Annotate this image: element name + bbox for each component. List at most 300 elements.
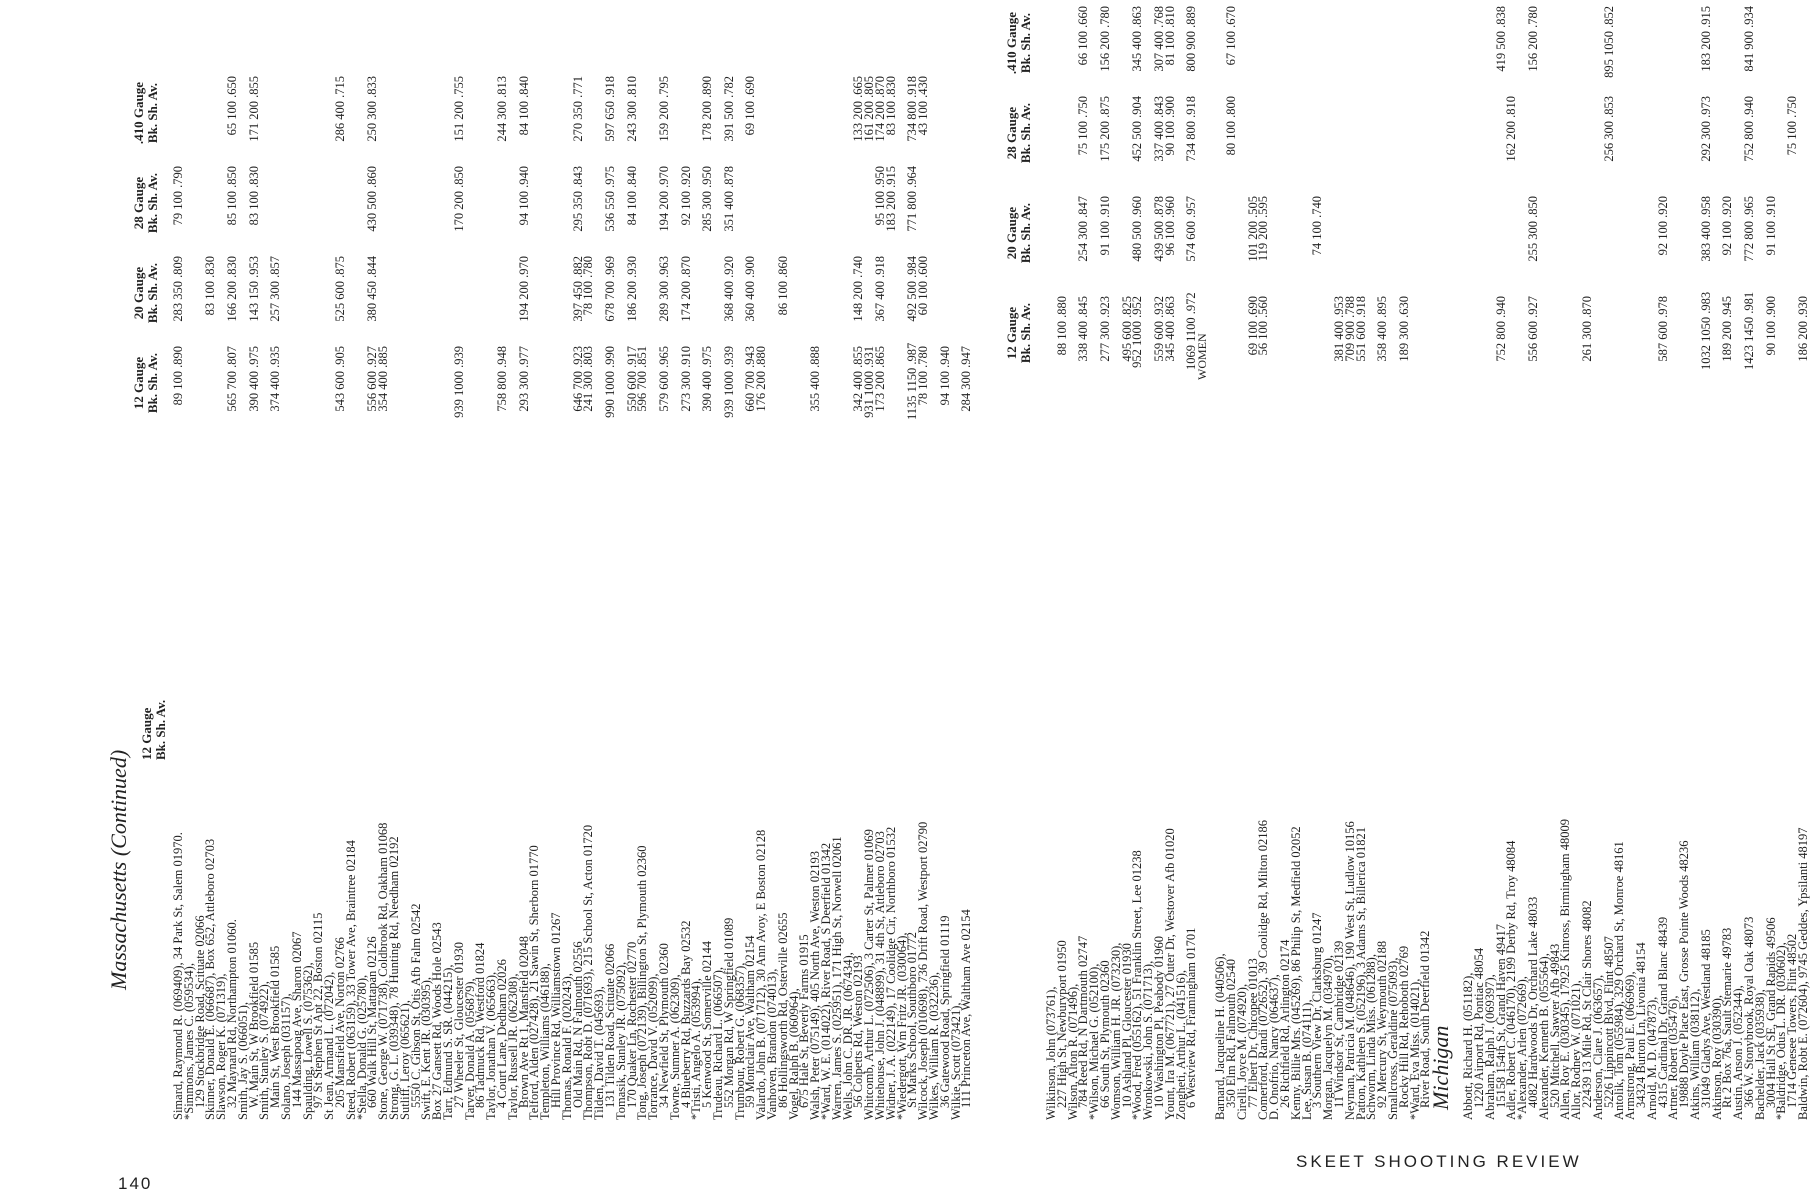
entry-name: 5550 C. Gibson St, Otis Afb Falm 02542	[408, 903, 423, 1108]
score-g12: 355 400 .888	[808, 346, 823, 412]
score-g410: 161 200 .805	[862, 76, 877, 142]
score-g410: 69 100 .690	[743, 76, 758, 136]
score-g12: 1032 1050 .983	[1698, 291, 1713, 370]
entry-name: Allen, Roy E. (030345), 17925 Kinross, Birmingham 48009	[1558, 818, 1573, 1120]
entry-name: Wilson, Alton R. (071496),	[1065, 983, 1080, 1120]
score-g12: 189 300 .630	[1396, 296, 1411, 362]
entry-name: Bachelder, Jack (035938),	[1752, 989, 1767, 1120]
entry-name: Wronkowski, John S. (071713),	[1141, 960, 1156, 1120]
score-g20: 119 200 .595	[1256, 196, 1271, 262]
entry-name: Baldwin, Robt E. (072604), 9745 Geddes, Ypsilanti 48197	[1796, 827, 1810, 1120]
entry-name: Patton, Kathleen S. (052196), 3 Adams St, Billerica 01821	[1353, 826, 1368, 1120]
entry-name: St Marks School, Southboro 01772	[905, 931, 920, 1108]
entry-name: 144 Massapoag Ave, Sharon 02067	[289, 931, 304, 1108]
entry-name: *Ward, Eva Miss. (014021),	[1407, 978, 1422, 1120]
entry-name: Wilkes, William R. (032236),	[927, 971, 941, 1120]
score-g12: 543 600 .905	[333, 346, 347, 412]
score-g410: 178 200 .890	[700, 76, 715, 142]
left-header-12-gauge: 12 Gauge Bk. Sh. Av.	[139, 699, 168, 760]
entry-name: 15158 154th St, Grand Haven 49417	[1493, 923, 1508, 1108]
entry-name: Taylor, Jonathan V. (065663),	[484, 971, 499, 1120]
entry-name: 784 Reed Rd, N Dartmouth 02747	[1076, 935, 1091, 1108]
entry-name: Artner, Robert (035476),	[1666, 995, 1681, 1120]
entry-name: Wells, John C. DR. JR. (067434),	[840, 952, 855, 1120]
score-g20: 174 200 .870	[678, 256, 693, 322]
score-g410: 43 100 .430	[916, 76, 931, 136]
entry-name: 170 Quaker Ln, Rochester 02770	[624, 941, 639, 1108]
score-g12: 56 100 .560	[1256, 296, 1271, 356]
entry-name: 92 Mercury St, Weymouth 02188	[1375, 940, 1390, 1108]
entry-name: 10 Washington Pl, Peabody 01960	[1152, 935, 1166, 1108]
entry-name: Kenny, Billie Mrs. (045269), 86 Philip St, Medfield 02052	[1288, 826, 1303, 1120]
score-g28: 256 300 .853	[1601, 96, 1616, 162]
score-g12: 556 600 .927	[365, 346, 380, 412]
score-g28: 80 100 .800	[1224, 96, 1238, 156]
score-g410: 800 900 .889	[1184, 6, 1199, 72]
entry-name: Swift, E. Kent JR. (030395),	[419, 976, 434, 1120]
entry-name: Steed, Robert (063159), 33 Tower Ave, Braintree 02184	[343, 840, 358, 1120]
score-g410: 895 1050 .852	[1601, 6, 1616, 78]
score-g410: 156 200 .780	[1526, 6, 1540, 72]
entry-name: 5226 Lippincott Blvd, Flint 48507	[1601, 936, 1616, 1108]
entry-name: Anderson, Clare J. (063657),	[1590, 974, 1605, 1120]
score-g28: 194 200 .970	[657, 166, 671, 232]
score-g12: 173 200 .865	[873, 346, 887, 412]
entry-name: 129 Stockbridge Road, Scituate 02066	[192, 915, 207, 1108]
score-g410: 133 200 .665	[851, 76, 866, 142]
score-g410: 151 200 .755	[451, 76, 466, 142]
score-g410: 841 900 .934	[1742, 6, 1756, 72]
score-g12: 952 1000 .952	[1130, 296, 1145, 368]
score-g12: 660 700 .943	[743, 346, 758, 412]
entry-name: 32 Maynard Rd, Northampton 01060.	[225, 919, 239, 1108]
score-g410: 183 200 .915	[1698, 6, 1713, 72]
column-header: 28 Gauge Bk. Sh. Av.	[1004, 102, 1033, 164]
score-g12: 495 600 .825	[1119, 296, 1134, 362]
entry-name: Smith, Stanley S. (074922),	[257, 981, 272, 1120]
entry-name: 3 Southern View Dr, Clarksburg 01247	[1310, 912, 1325, 1108]
entry-name: Atkins, William (038112),	[1688, 988, 1702, 1120]
score-g28: 752 800 .940	[1742, 96, 1756, 162]
score-g28: 452 500 .904	[1130, 96, 1145, 162]
score-g12: 559 600 .932	[1152, 296, 1166, 362]
score-g20: 283 350 .809	[171, 256, 185, 322]
score-g20: 368 400 .920	[721, 256, 736, 322]
score-g12: 931 1000 .931	[862, 346, 877, 418]
score-g28: 85 100 .850	[225, 166, 239, 226]
score-g28: 83 100 .830	[246, 166, 261, 226]
entry-name: 227 High St, Newburyport 01950	[1054, 940, 1069, 1108]
column-header: 12 Gauge Bk. Sh. Av.	[131, 352, 160, 414]
score-g12: 345 400 .863	[1162, 296, 1177, 362]
score-g20: 194 200 .970	[516, 256, 531, 322]
score-g28: 734 800 .918	[1184, 96, 1199, 162]
score-g20: 78 100 .780	[581, 256, 596, 316]
entry-name: Wilcock, Joseph (010698), 736 Drift Road, Westport 02790	[916, 821, 931, 1120]
entry-name: D. Onofrio, Nancy (064637),	[1267, 974, 1282, 1120]
entry-name: Valardo, John B. (071712), 30 Ann Avoy, E Boston 02128	[754, 829, 769, 1120]
left-column-block	[106, 76, 974, 1120]
entry-name: Solano, Joseph (031157),	[279, 993, 293, 1120]
entry-name: Telford, Alden (027428), 21 Sawin St, Sherborn 01770	[527, 845, 542, 1120]
score-g28: 351 400 .878	[721, 166, 736, 232]
page-number: 140	[118, 1174, 153, 1193]
entry-name: Hill Province Rd, Williamstown 01267	[549, 912, 563, 1108]
entry-name: Austin, Anson J. (052344),	[1731, 985, 1746, 1120]
entry-name: Adler, Robert C. (046170), 2199 Derby Rd, Troy 48084	[1504, 840, 1519, 1120]
column-header: .410 Gauge Bk. Sh. Av.	[1004, 11, 1033, 75]
entry-name: Templeton, Williams (046188),	[538, 963, 553, 1120]
score-g12: 381 400 .953	[1332, 296, 1346, 362]
score-g12: 89 100 .890	[171, 346, 185, 406]
score-g12: 90 100 .900	[1763, 296, 1778, 356]
score-g410: 81 100 .810	[1162, 6, 1177, 66]
score-g12: 342 400 .855	[851, 346, 866, 412]
entry-name: Yount, Ira M. (067721), 27 Outer Dr, Westover Afb 01020	[1162, 828, 1177, 1120]
entry-name: Warren, James S. (025951), 171 High St, Norwell 02061	[829, 836, 844, 1120]
entry-name: Comerford, Randi (072652), 39 Coolidge Rd, Milton 02186	[1256, 820, 1271, 1120]
score-g410: 734 800 .918	[905, 76, 920, 142]
right-column-block	[985, 6, 1810, 1120]
entry-name: *Simmons, James C. (059534),	[181, 963, 196, 1120]
entry-name: 1220 Airport Rd, Pontiac 48054	[1472, 947, 1486, 1108]
entry-name: Box 27 Gansett Rd, Woods Hole 02543	[430, 922, 445, 1120]
score-g12: 277 300 .923	[1098, 296, 1112, 362]
score-g410: 270 350 .771	[570, 76, 585, 142]
entry-name: Tong, Joseph (072139), Billington St, Plymouth 02360	[635, 845, 650, 1120]
entry-name: Spaulding, Lowell S. (075362),	[300, 962, 315, 1120]
score-g12: 293 300 .977	[516, 346, 531, 412]
score-g410: 345 400 .863	[1130, 6, 1145, 72]
score-g410: 244 300 .813	[495, 76, 509, 142]
score-g12: 189 200 .945	[1720, 296, 1735, 362]
running-title: SKEET SHOOTING REVIEW	[1296, 1152, 1582, 1171]
entry-name: WOMEN	[1195, 333, 1210, 380]
score-g28: 170 200 .850	[451, 166, 466, 232]
score-g12: 261 300 .870	[1580, 296, 1594, 362]
entry-name: Old Main Rd, N Falmouth 02556	[570, 941, 585, 1108]
score-g20: 574 600 .957	[1184, 196, 1199, 262]
entry-name: Thompson, Robt D. (071693), 215 School St, Acton 01720	[581, 824, 596, 1120]
column-header: 20 Gauge Bk. Sh. Av.	[131, 262, 160, 324]
entry-name: Smith, Jay S. (066051),	[235, 1001, 250, 1120]
score-g20: 289 300 .963	[657, 256, 671, 322]
section-heading-massachusetts: Massachusetts (Continued)	[106, 749, 131, 990]
entry-name: 366 W. Stonybrook, Royal Oak 48073	[1742, 916, 1756, 1108]
score-g410: 66 100 .660	[1076, 6, 1091, 66]
entry-name: Abraham, Ralph J. (069397),	[1482, 974, 1497, 1120]
score-g12: 990 1000 .990	[603, 346, 617, 418]
entry-name: 4 Blueberry Rd, Buzzards Bay 02532	[678, 920, 693, 1108]
score-g20: 772 800 .965	[1742, 196, 1756, 262]
entry-name: *Ward, W. E. (014022), River Road, S Deerfield 01342	[819, 842, 833, 1120]
score-g410: 286 400 .715	[333, 76, 347, 142]
score-g20: 678 700 .969	[603, 256, 617, 322]
score-g20: 92 100 .920	[1655, 196, 1670, 256]
score-g12: 1135 1150 .987	[905, 342, 920, 420]
score-g28: 183 200 .915	[883, 166, 898, 232]
column-header: 12 Gauge Bk. Sh. Av.	[1004, 302, 1033, 364]
entry-name: 552 Morgan Rd, W Springfield 01089	[721, 917, 736, 1108]
score-g12: 69 100 .690	[1245, 296, 1260, 356]
entry-name: 3004 Hall St SE, Grand Rapids 49506	[1763, 917, 1778, 1108]
entry-name: 26 Richfield Rd, Arlington 02174	[1278, 939, 1292, 1108]
entry-name: Towne, Sumner A. (062309),	[667, 974, 682, 1120]
score-g12: 94 100 .940	[937, 346, 952, 406]
entry-name: Michigan	[1428, 1025, 1454, 1110]
entry-name: Tarver, Donald A. (056879),	[462, 978, 477, 1120]
score-g28: 92 100 .920	[678, 166, 693, 226]
score-g12: 752 800 .940	[1493, 296, 1508, 362]
entry-name: 77 Elbert Dr, Chicopee 01013	[1245, 958, 1260, 1108]
score-g20: 91 100 .910	[1763, 196, 1778, 256]
score-g20: 74 100 .740	[1310, 196, 1325, 256]
score-g20: 380 450 .844	[365, 256, 380, 322]
score-g12: 579 600 .965	[657, 346, 671, 412]
entry-name: Arnold, M. D. (047873),	[1644, 996, 1659, 1120]
entry-name: Morgan, Jacquelyn M. (034970),	[1321, 954, 1336, 1120]
entry-name: *Wiedergott, Wm Fritz JR. (030064),	[894, 932, 909, 1120]
entry-name: *Baldridge, Odus L. DR. (030602),	[1774, 942, 1789, 1120]
score-g12: 551 600 .918	[1353, 296, 1368, 362]
entry-name: Skinner, Donald E. (066687), Box 652, Attleboro 02703	[203, 838, 218, 1120]
entry-name: Lee, Susan B. (074111),	[1299, 999, 1314, 1120]
score-g28: 295 350 .843	[570, 166, 585, 232]
score-g28: 95 100 .950	[873, 166, 887, 226]
entry-name: Wilkie, Scott (073421),	[948, 1002, 963, 1120]
score-g12: 176 200 .880	[754, 346, 769, 412]
score-g410: 391 500 .782	[721, 76, 736, 142]
score-g20: 367 400 .918	[873, 256, 887, 322]
score-g28: 771 800 .964	[905, 166, 920, 232]
score-g12: 354 400 .885	[376, 346, 391, 412]
score-g12: 284 300 .947	[959, 346, 974, 412]
score-g410: 174 200 .870	[873, 76, 887, 142]
score-g410: 597 650 .918	[603, 76, 617, 142]
score-g28: 536 550 .975	[603, 166, 617, 232]
entry-name: Neyman, Patricia M. (048646), 190 West St, Ludlow 10156	[1342, 821, 1357, 1120]
score-g12: 758 800 .948	[495, 346, 509, 412]
score-g12: 550 600 .917	[624, 346, 639, 412]
score-g410: 65 100 .650	[225, 76, 239, 136]
score-g20: 91 100 .910	[1098, 196, 1112, 256]
entry-name: *Wilson, Michael G. (052100),	[1087, 963, 1102, 1120]
column-header: .410 Gauge Bk. Sh. Av.	[131, 81, 160, 145]
entry-name: Tarr, Edmund S. SR. (044215),	[441, 964, 455, 1120]
entry-name: Armstrong, Paul E. (066969),	[1623, 971, 1638, 1120]
entry-name: Barnard, Jacqueline H. (040506),	[1213, 953, 1228, 1120]
entry-name: 205 Mansfield Ave, Norton 02766	[333, 937, 347, 1108]
entry-name: 36 Gatewood Road, Springfield 01119	[937, 915, 952, 1108]
score-g410: 159 200 .795	[657, 76, 671, 142]
score-g12: 273 300 .910	[678, 346, 693, 412]
column-header: 28 Gauge Bk. Sh. Av.	[131, 172, 160, 234]
entry-name: Stone, George W. (071738), Coldbrook Rd, Oakham 01068	[376, 822, 391, 1120]
entry-name: 4315 Cardinal Dr, Grand Blanc 48439	[1655, 916, 1670, 1108]
entry-name: 10 Ashland Pl, Gloucester 01930	[1119, 943, 1134, 1108]
score-g28: 162 200 .810	[1504, 96, 1519, 162]
entry-name: 4082 Hardwoods Dr, Orchard Lake 48033	[1526, 896, 1540, 1108]
entry-name: 4 Court Lane, Dedham 02026	[495, 959, 509, 1108]
entry-name: 86 Hollingsworth Rd, Osterville 02655	[775, 912, 790, 1108]
entry-name: Wilkinson, John (073761),	[1044, 986, 1058, 1120]
entry-name: Cirelli, Joyce M. (074920),	[1234, 983, 1249, 1120]
entry-name: W. Main St, W Brookfield 01585	[246, 941, 261, 1108]
entry-name: Widner, J. A. (022149), 17 Coolidge Cir, Northboro 01532	[883, 826, 898, 1120]
score-g28: 75 100 .750	[1076, 96, 1091, 156]
score-g20: 148 200 .740	[851, 256, 866, 322]
score-g410: 156 200 .780	[1098, 6, 1112, 72]
column-header: 20 Gauge Bk. Sh. Av.	[1004, 202, 1033, 264]
score-g28: 337 400 .843	[1152, 96, 1166, 162]
entry-name: Strong, G. L. (039348), 78 Hunting Rd, Needham 02192	[387, 836, 401, 1120]
score-g20: 86 100 .860	[775, 256, 790, 316]
entry-name: Vogel, Ralph B. (060964),	[786, 988, 801, 1120]
entry-name: Allor, Rodney W. (071021),	[1569, 980, 1584, 1120]
score-g12: 556 600 .927	[1526, 296, 1540, 362]
score-g28: 175 200 .875	[1098, 96, 1112, 162]
score-g410: 83 100 .830	[883, 76, 898, 136]
score-g20: 255 300 .850	[1526, 196, 1540, 262]
entry-name: 34324 Burton Ln, Livonia 48154	[1634, 942, 1648, 1108]
score-g12: 241 300 .803	[581, 346, 596, 412]
score-g410: 419 500 .838	[1493, 6, 1508, 72]
entry-name: 97 St Stephen St Apt 22, Boston 02115	[311, 912, 326, 1108]
entry-name: 5 Kenwood St, Somerville 02144	[700, 940, 715, 1108]
score-g12: 939 1000 .939	[721, 346, 736, 418]
entry-name: 131 Tilden Road, Scituate 02066	[603, 943, 617, 1108]
entry-name: Abbott, Richard H. (051182),	[1461, 972, 1476, 1120]
entry-name: Simard, Raymond R. (069409), 34 Park St, Salem 01970.	[171, 832, 185, 1120]
entry-name: *Alexander, Arlen (072669),	[1515, 976, 1530, 1120]
entry-name: Vanhoven, Brandon (074013),	[765, 968, 779, 1120]
entry-name: Torrance, David V. (052099),	[646, 973, 661, 1120]
score-g20: 257 300 .857	[268, 256, 283, 322]
score-g12: 374 400 .935	[268, 346, 283, 412]
entry-name: Rocky Hill Rd, Rehoboth 02769	[1396, 945, 1411, 1108]
entry-name: Whitcomb, Arthur L. (072506), 3 Carter St, Palmer 01069	[862, 829, 877, 1120]
entry-name: Trumbour, Robert G. (068357),	[732, 962, 747, 1120]
score-g20: 96 100 .960	[1162, 196, 1177, 256]
score-g20: 60 100 .600	[916, 256, 931, 316]
score-g12: 1069 1100 .972	[1184, 292, 1199, 370]
entry-name: Trudeau, Richard L. (066507),	[711, 967, 725, 1120]
entry-name: 66 South St, Plymouth 02360	[1098, 960, 1112, 1108]
entry-name: 27 Wheeler St, Gloucester 01930	[451, 941, 466, 1108]
score-g12: 587 600 .978	[1655, 296, 1670, 362]
entry-name: 520 Mitchell, Sawyer Afb 49843	[1547, 943, 1562, 1108]
entry-name: Tomasik, Stanley JR. (075092),	[613, 961, 628, 1120]
entry-name: Thomas, Ronald F. (020243),	[559, 973, 574, 1120]
score-g12: 338 400 .845	[1076, 296, 1091, 362]
score-g20: 480 500 .960	[1130, 196, 1145, 262]
entry-name: 34 Newfield St, Plymouth 02360	[657, 943, 671, 1108]
entry-name: River Road, South Deerfield 01342	[1418, 930, 1433, 1108]
entry-name: 675 Hale St, Beverly Farms 01915	[797, 934, 812, 1108]
entry-name: 111 Princeton Ave, Waltham Ave 02154	[959, 909, 974, 1108]
score-g12: 390 400 .975	[246, 346, 261, 412]
score-g12: 390 400 .975	[700, 346, 715, 412]
entry-name: Womson, William H. JR. (073230),	[1108, 942, 1123, 1120]
score-g20: 254 300 .847	[1076, 196, 1091, 262]
score-g12: 565 700 .807	[225, 346, 239, 412]
score-g20: 360 400 .900	[743, 256, 758, 322]
entry-name: 56 Colpetts Rd, Weston 02193	[851, 955, 866, 1108]
entry-name: Alexander, Kenneth B. (055564),	[1536, 953, 1551, 1120]
score-g28: 84 100 .840	[624, 166, 639, 226]
score-g12: 1423 1450 .981	[1742, 291, 1756, 370]
entry-name: Smallcross, Geraldine (075093),	[1386, 957, 1400, 1120]
entry-name: 11 Windsor St, Cambridge 02139	[1332, 940, 1346, 1108]
entry-name: Brown Ave Rt 1, Mansfield 02048	[516, 936, 531, 1108]
entry-name: Main St, West Brookfield 01585	[268, 945, 283, 1108]
score-g12: 939 1000 .939	[451, 346, 466, 418]
entry-name: 86 Tadmuck Rd, Westford 01824	[473, 942, 488, 1108]
entry-name: Slawson, Roger K. (071319),	[214, 973, 229, 1120]
score-g12: 88 100 .880	[1054, 296, 1069, 356]
entry-name: 1714 Genesee Towers, Flint 48502	[1785, 933, 1800, 1108]
score-g12: 646 700 .923	[570, 346, 585, 412]
entry-name: Zongheti, Arthur L. (041516),	[1173, 970, 1188, 1120]
entry-name: Antolik, Tom (055984), 329 Orchard St, Monroe 48161	[1612, 841, 1627, 1120]
score-g20: 83 100 .830	[203, 256, 218, 316]
score-g12: 709 900 .788	[1342, 296, 1357, 362]
entry-name: Sutliff, Leroy (065621),	[397, 1000, 412, 1120]
score-g12: 596 700 .851	[635, 346, 650, 412]
score-g410: 250 300 .833	[365, 76, 380, 142]
entry-name: 6 Westview Rd, Framingham 01701	[1184, 927, 1199, 1108]
entry-name: 59 Montclair Ave, Waltham 02154	[743, 935, 758, 1108]
score-g20: 439 500 .878	[1152, 196, 1166, 262]
entry-name: *Stella, Donald G. (025780),	[354, 974, 369, 1120]
score-g20: 492 500 .984	[905, 256, 920, 322]
score-g12: 358 400 .895	[1375, 296, 1390, 362]
score-g28: 79 100 .790	[171, 166, 185, 226]
entry-name: Tilden, David T. (045693),	[592, 986, 607, 1120]
entry-name: 22439 13 Mile Rd, St Clair Shores 48082	[1580, 900, 1594, 1108]
score-g28: 90 100 .900	[1162, 96, 1177, 156]
score-g20: 186 200 .930	[624, 256, 639, 322]
score-g20: 525 600 .875	[333, 256, 347, 322]
entry-name: St Jean, Armand L. (072042),	[322, 971, 337, 1120]
score-g28: 75 100 .750	[1785, 96, 1800, 156]
score-g28: 285 300 .950	[700, 166, 715, 232]
score-g28: 292 300 .973	[1698, 96, 1713, 162]
entry-name: 19888 Doyle Place East, Grosse Pointe Woods 48236	[1677, 840, 1692, 1108]
score-g12: 78 100 .780	[916, 346, 931, 406]
entry-name: 660 Walk Hill St, Mattapan 02126	[365, 936, 380, 1108]
score-g410: 307 400 .768	[1152, 6, 1166, 72]
score-g20: 383 400 .958	[1698, 196, 1713, 262]
entry-name: Atkinson, Roy (030390),	[1709, 995, 1724, 1120]
entry-name: 350 Elm Rd, Falmouth 02540	[1224, 959, 1238, 1108]
score-g28: 430 500 .860	[365, 166, 380, 232]
score-g20: 92 100 .920	[1720, 196, 1735, 256]
entry-name: *Tristi, Angelo A. (053994),	[689, 978, 704, 1120]
entry-name: Walsh, Peter (075149), 405 North Ave, Weston 02193	[808, 850, 823, 1120]
score-g20: 166 200 .830	[225, 256, 239, 322]
score-g20: 397 450 .882	[570, 256, 585, 322]
score-g20: 101 200 .505	[1245, 196, 1260, 262]
score-g20: 143 150 .953	[246, 256, 261, 322]
score-g410: 243 300 .810	[624, 76, 639, 142]
entry-name: Schworm, Linda Miss. (061288),	[1364, 954, 1379, 1120]
entry-name: 31049 Gladys Ave, Westland 48185	[1698, 929, 1713, 1108]
score-g28: 94 100 .940	[516, 166, 531, 226]
entry-name: Taylor, Russell JR. (062308),	[505, 973, 520, 1120]
score-g410: 84 100 .840	[516, 76, 531, 136]
entry-name: *Wood, Fred (055162), 51 Franklin Street, Lee 01238	[1130, 850, 1145, 1120]
